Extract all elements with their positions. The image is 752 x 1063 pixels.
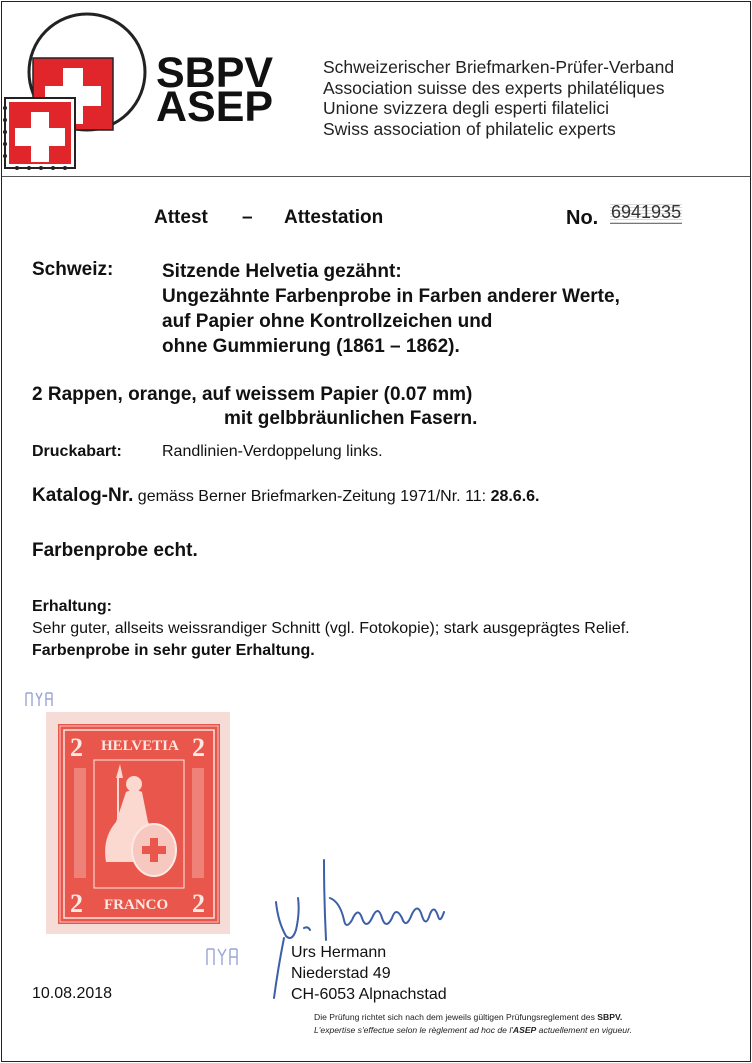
title-separator: –	[242, 207, 253, 228]
logo-wordmark	[156, 49, 274, 131]
footer-note	[314, 1011, 632, 1037]
description-line: auf Papier ohne Kontrollzeichen und	[162, 311, 493, 332]
expert-mark-icon	[205, 946, 239, 968]
verdict: Farbenprobe echt.	[32, 540, 198, 561]
stamp-description-line1: 2 Rappen, orange, auf weissem Papier (0.07 mm)	[32, 384, 473, 405]
footer-line2-suffix: actuellement en vigueur.	[536, 1025, 632, 1035]
title-attest: Attest	[154, 207, 208, 228]
stamp-top-text: HELVETIA	[101, 738, 179, 754]
certificate-number: 6941935	[611, 202, 682, 222]
expert-name: Urs Hermann	[291, 944, 387, 961]
stamp-value-top-left: 2	[70, 733, 83, 762]
footer-line-de	[314, 1011, 632, 1024]
katalog-value: 28.6.6.	[490, 488, 540, 505]
erhaltung-label: Erhaltung:	[32, 598, 112, 615]
logo-text-sbpv: SBPV	[156, 49, 274, 97]
association-name-fr: Association suisse des experts philatéliques	[323, 77, 665, 98]
expert-mark-icon	[24, 690, 54, 708]
association-name-en: Swiss association of philatelic experts	[323, 118, 616, 139]
logo-text-asep: ASEP	[156, 83, 274, 131]
expert-address	[291, 942, 447, 1005]
issue-description	[162, 259, 620, 359]
association-names	[323, 57, 674, 139]
katalog-text: gemäss Berner Briefmarken-Zeitung 1971/Nr. 11:	[133, 488, 491, 505]
stamp-value-bottom-right: 2	[192, 889, 205, 918]
country-label: Schweiz:	[32, 259, 114, 280]
druckabart-value: Randlinien-Verdoppelung links.	[162, 443, 383, 460]
erhaltung-conclusion: Farbenprobe in sehr guter Erhaltung.	[32, 642, 315, 659]
description-line: Ungezähnte Farbenprobe in Farben anderer Werte,	[162, 286, 620, 307]
footer-line1-text: Die Prüfung richtet sich nach dem jeweils gültigen Prüfungsreglement des	[314, 1012, 598, 1022]
stamp-value-bottom-left: 2	[70, 889, 83, 918]
stamp-description-line2: mit gelbbräunlichen Fasern.	[224, 408, 478, 429]
title-attestation: Attestation	[284, 207, 384, 228]
erhaltung-text: Sehr guter, allseits weissrandiger Schnitt (vgl. Fotokopie); stark ausgeprägtes Relief.	[32, 620, 630, 637]
association-name-it: Unione svizzera degli esperti filatelici	[323, 98, 609, 118]
footer-line2-text: L'expertise s'effectue selon le règlement ad hoc de l'	[314, 1025, 513, 1035]
association-name-de: Schweizerischer Briefmarken-Prüfer-Verband	[323, 57, 675, 77]
footer-line2-bold: ASEP	[512, 1025, 537, 1035]
certificate-number-label: No.	[566, 207, 599, 229]
katalog-label: Katalog-Nr.	[32, 485, 134, 506]
expert-city: CH-6053 Alpnachstad	[291, 986, 447, 1003]
stamp-value-top-right: 2	[192, 733, 205, 762]
certificate-date: 10.08.2018	[32, 985, 113, 1002]
druckabart-label: Druckabart:	[32, 443, 122, 460]
header-divider	[2, 176, 750, 177]
expert-street: Niederstad 49	[291, 965, 391, 982]
description-line: ohne Gummierung (1861 – 1862).	[162, 336, 460, 357]
katalog-line	[32, 485, 540, 507]
footer-line1-bold: SBPV.	[597, 1012, 623, 1022]
description-line: Sitzende Helvetia gezähnt:	[162, 261, 402, 282]
footer-line-fr	[314, 1024, 632, 1037]
stamp-bottom-text: FRANCO	[104, 897, 169, 913]
stamp-image	[46, 712, 230, 934]
sbpv-logo-icon	[3, 8, 155, 173]
